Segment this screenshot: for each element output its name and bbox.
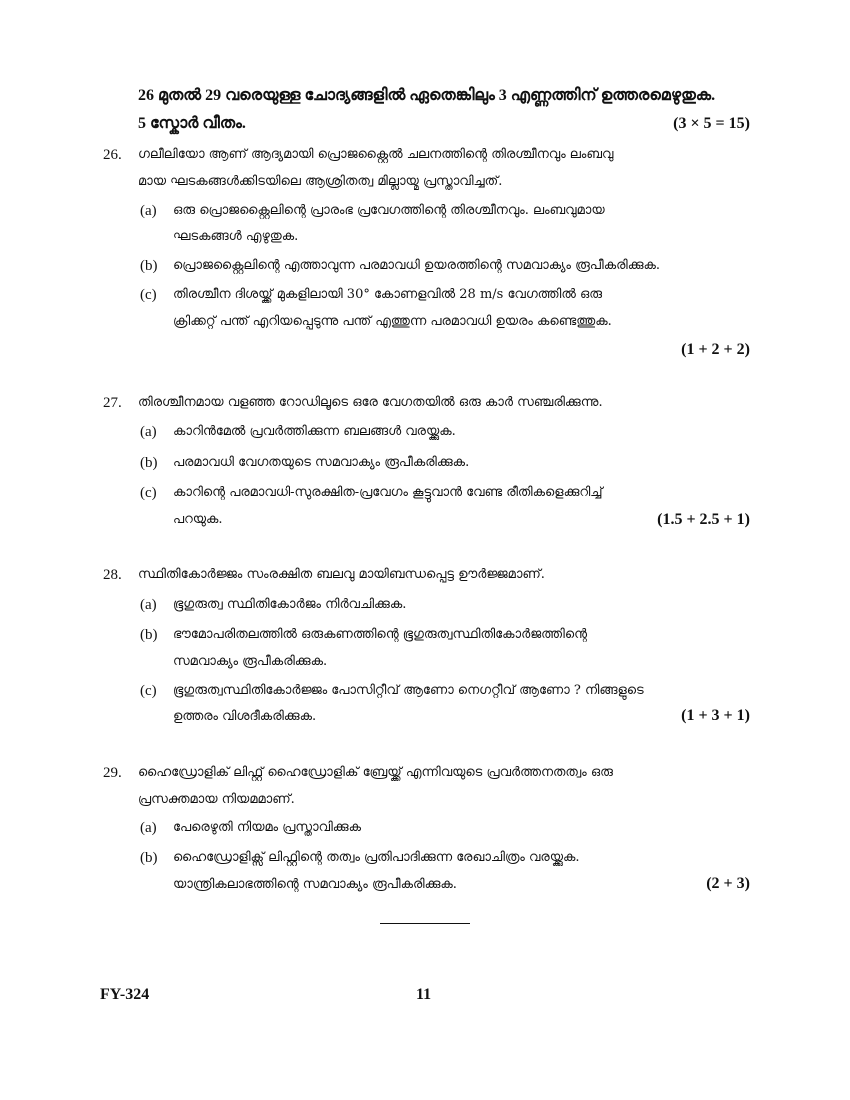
question-27-part-b-label: (b) bbox=[140, 455, 158, 471]
question-27-part-c-label: (c) bbox=[140, 485, 157, 501]
question-28-part-b-line-2: സമവാക്യം രൂപീകരിക്കുക. bbox=[173, 654, 328, 669]
question-29-text-line-1: ഹൈഡ്രോളിക് ലിഫ്റ്റ് ഹൈഡ്രോളിക് ബ്രേയ്ക്ക് എന്നിവയുടെ പ്രവർത്തനതത്വം ഒരു bbox=[138, 765, 613, 780]
question-27-part-b-line-1: പരമാവധി വേഗതയുടെ സമവാക്യം രൂപീകരിക്കുക. bbox=[173, 455, 470, 470]
question-26-part-c-label: (c) bbox=[140, 287, 157, 303]
question-26-text-line-2: മായ ഘടകങ്ങൾക്കിടയിലെ ആശ്രിതത്വ മില്ലായ്മ പ്രസ്താവിച്ചത്. bbox=[138, 174, 503, 189]
question-28-part-c-line-2: ഉത്തരം വിശദീകരിക്കുക. bbox=[173, 709, 317, 724]
question-29-part-b-line-2: യാന്ത്രികലാഭത്തിന്റെ സമവാക്യം രൂപീകരിക്കുക. bbox=[173, 877, 457, 892]
question-number-28: 28. bbox=[103, 567, 122, 583]
question-27-part-c-line-2: പറയുക. bbox=[173, 512, 223, 527]
instruction-line-1: 26 മുതൽ 29 വരെയുള്ള ചോദ്യങ്ങളിൽ ഏതെങ്കിലും 3 എണ്ണത്തിന് ഉത്തരമെഴുതുക. bbox=[138, 87, 716, 104]
question-29-part-b-line-1: ഹൈഡ്രോളിക്സ് ലിഫ്റ്റിന്റെ തത്വം പ്രതിപാദിക്കുന്ന രേഖാചിത്രം വരയ്ക്കുക. bbox=[173, 850, 580, 865]
question-number-27: 27. bbox=[103, 395, 122, 411]
question-29-part-b-label: (b) bbox=[140, 850, 158, 866]
paper-code: FY-324 bbox=[100, 986, 150, 1003]
question-27-part-a-line-1: കാറിൻമേൽ പ്രവർത്തിക്കുന്ന ബലങ്ങൾ വരയ്ക്കുക. bbox=[173, 424, 456, 439]
question-27-marks: (1.5 + 2.5 + 1) bbox=[657, 511, 750, 528]
question-29-marks: (2 + 3) bbox=[706, 875, 750, 892]
question-26-part-b-label: (b) bbox=[140, 258, 158, 274]
question-28-part-b-label: (b) bbox=[140, 627, 158, 643]
question-28-marks: (1 + 3 + 1) bbox=[681, 707, 750, 724]
question-28-part-c-line-1: ഭൂഗുരുത്വസ്ഥിതികോർജ്ജം പോസിറ്റീവ് ആണോ നെഗറ്റീവ് ആണോ ? നിങ്ങളുടെ bbox=[173, 683, 644, 698]
question-27-part-c-line-1: കാറിന്റെ പരമാവധി-സുരക്ഷിത-പ്രവേഗം കൂട്ടുവാൻ വേണ്ട രീതികളെക്കുറിച്ച് bbox=[173, 485, 603, 500]
question-28-part-a-line-1: ഭൂഗുരുത്വ സ്ഥിതികോർജം നിർവചിക്കുക. bbox=[173, 597, 407, 612]
question-26-text-line-1: ഗലീലിയോ ആണ് ആദ്യമായി പ്രൊജക്റ്റൈൽ ചലനത്തിന്റെ തിരശ്ചീനവും ലംബവു bbox=[138, 147, 614, 162]
question-number-29: 29. bbox=[103, 765, 122, 781]
question-27-part-a-label: (a) bbox=[140, 424, 157, 440]
question-26-part-a-line-2: ഘടകങ്ങൾ എഴുതുക. bbox=[173, 229, 299, 244]
question-26-marks: (1 + 2 + 2) bbox=[681, 341, 750, 358]
question-number-26: 26. bbox=[103, 147, 122, 163]
end-divider bbox=[380, 923, 470, 924]
question-26-part-c-line-1: തിരശ്ചീന ദിശയ്ക്ക് മുകളിലായി 30° കോണളവിൽ 28 m/s വേഗത്തിൽ ഒരു bbox=[173, 287, 603, 302]
question-26-part-c-line-2: ക്രിക്കറ്റ് പന്ത് എറിയപ്പെടുന്നു പന്ത് എത്തുന്ന പരമാവധി ഉയരം കണ്ടെത്തുക. bbox=[173, 314, 612, 329]
page-number: 11 bbox=[416, 986, 432, 1003]
question-28-part-b-line-1: ഭൗമോപരിതലത്തിൽ ഒരുകണത്തിന്റെ ഭൂഗുരുത്വസ്ഥിതികോർജത്തിന്റെ bbox=[173, 627, 588, 642]
question-28-text-line-1: സ്ഥിതികോർജ്ജം സംരക്ഷിത ബലവു മായിബന്ധപ്പെട്ട ഊർജ്ജമാണ്. bbox=[138, 567, 545, 582]
question-28-part-a-label: (a) bbox=[140, 597, 157, 613]
question-29-part-a-line-1: പേരെഴുതി നിയമം പ്രസ്താവിക്കുക bbox=[173, 820, 362, 835]
question-26-part-a-line-1: ഒരു പ്രൊജക്റ്റൈലിന്റെ പ്രാരംഭ പ്രവേഗത്തിന്റെ തിരശ്ചീനവും. ലംബവുമായ bbox=[173, 203, 605, 218]
question-29-text-line-2: പ്രസക്തമായ നിയമമാണ്. bbox=[138, 792, 295, 807]
instruction-line-2: 5 സ്കോർ വീതം. bbox=[138, 115, 246, 132]
question-26-part-a-label: (a) bbox=[140, 203, 157, 219]
question-27-text-line-1: തിരശ്ചീനമായ വളഞ്ഞ റോഡിലൂടെ ഒരേ വേഗതയിൽ ഒരു കാർ സഞ്ചരിക്കുന്നു. bbox=[138, 395, 603, 410]
question-29-part-a-label: (a) bbox=[140, 820, 157, 836]
instruction-marks: (3 × 5 = 15) bbox=[673, 115, 750, 132]
question-28-part-c-label: (c) bbox=[140, 683, 157, 699]
question-26-part-b-line-1: പ്രൊജക്റ്റൈലിന്റെ എത്താവുന്ന പരമാവധി ഉയരത്തിന്റെ സമവാക്യം രൂപീകരിക്കുക. bbox=[173, 258, 661, 273]
